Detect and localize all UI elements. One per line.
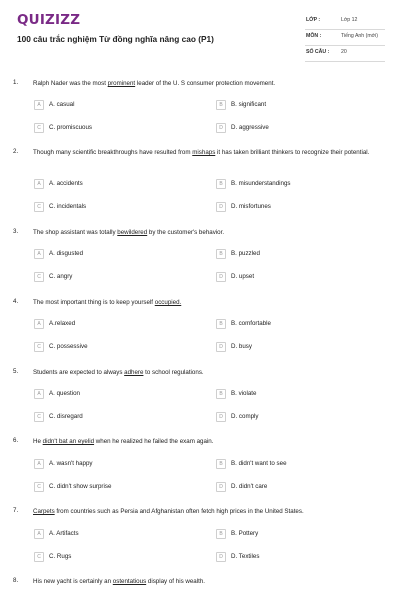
option-text: B. significant — [231, 101, 267, 108]
option-letter-box: D — [216, 552, 226, 562]
option-b[interactable] — [216, 458, 287, 469]
option-text: D. upset — [231, 273, 255, 280]
option-letter-box: A — [34, 319, 44, 329]
option-text: C. angry — [49, 273, 73, 280]
option-letter-box: A — [34, 389, 44, 399]
option-b[interactable] — [216, 528, 258, 539]
option-letter-box: A — [34, 100, 44, 110]
option-d[interactable] — [216, 481, 267, 492]
option-b[interactable] — [216, 388, 256, 399]
question-number: 3. — [13, 228, 19, 235]
question-number: 7. — [13, 507, 19, 514]
option-c[interactable] — [34, 341, 88, 352]
question-text-pre: His new yacht is certainly an — [33, 578, 113, 585]
option-letter-box: C — [34, 123, 44, 133]
worksheet-header — [0, 0, 400, 70]
option-text: D. comply — [231, 413, 259, 420]
option-letter-box: C — [34, 412, 44, 422]
option-letter-box: D — [216, 202, 226, 212]
option-text: D. didn't care — [231, 483, 268, 490]
option-letter-box: D — [216, 272, 226, 282]
question-text-post: by the customer's behavior. — [147, 229, 225, 236]
question-text — [33, 79, 388, 88]
option-d[interactable] — [216, 201, 271, 212]
option-letter-box: C — [34, 272, 44, 282]
question-number: 5. — [13, 368, 19, 375]
option-letter-box: B — [216, 100, 226, 110]
option-letter-box: C — [34, 552, 44, 562]
option-text: B. didn't want to see — [231, 460, 287, 467]
question-text-pre: The shop assistant was totally — [33, 229, 118, 236]
question-text — [33, 437, 388, 446]
option-d[interactable] — [216, 341, 252, 352]
option-text: B. violate — [231, 390, 257, 397]
option-text: D. aggressive — [231, 124, 269, 131]
option-d[interactable] — [216, 551, 259, 562]
question-keyword: didn't bat an eyelid — [42, 438, 95, 445]
question-keyword: occupied. — [154, 299, 182, 306]
meta-value: 20 — [341, 49, 347, 55]
question-text-post: it has taken brilliant thinkers to recognize their potential. — [215, 149, 370, 156]
question-text-post: leader of the U. S consumer protection movement. — [135, 80, 276, 87]
option-text: B. Pottery — [231, 530, 259, 537]
meta-label: SỐ CÂU : — [306, 49, 330, 55]
option-text: B. misunderstandings — [231, 180, 291, 187]
question-text — [33, 298, 388, 307]
option-text: C. disregard — [49, 413, 83, 420]
question-keyword: mishaps — [192, 149, 216, 156]
quizizz-logo[interactable]: QUIZIZZ — [17, 12, 81, 28]
option-text: C. didn't show surprise — [49, 483, 112, 490]
meta-label: MÔN : — [306, 33, 322, 39]
option-text: A. wasn't happy — [49, 460, 93, 467]
option-text: C. possessive — [49, 343, 88, 350]
option-text: D. busy — [231, 343, 252, 350]
option-a[interactable] — [34, 318, 75, 329]
question-text — [33, 507, 388, 516]
question-text-pre: Ralph Nader was the most — [33, 80, 108, 87]
option-letter-box: C — [34, 482, 44, 492]
question-text-post: when he realized he failed the exam again. — [94, 438, 214, 445]
option-letter-box: B — [216, 179, 226, 189]
option-text: D. misfortunes — [231, 203, 271, 210]
question-keyword: ostentatious — [112, 578, 147, 585]
question-number: 6. — [13, 437, 19, 444]
question-keyword: Carpets — [33, 508, 55, 515]
option-letter-box: D — [216, 342, 226, 352]
option-d[interactable] — [216, 122, 269, 133]
question-text — [33, 228, 388, 237]
option-letter-box: A — [34, 249, 44, 259]
option-a[interactable] — [34, 99, 74, 110]
meta-row-subject — [305, 30, 385, 46]
meta-table — [305, 14, 385, 62]
option-text: B. comfortable — [231, 320, 271, 327]
option-d[interactable] — [216, 411, 259, 422]
option-letter-box: D — [216, 412, 226, 422]
meta-value: Tiếng Anh (mới) — [341, 33, 378, 39]
option-text: A. question — [49, 390, 80, 397]
option-d[interactable] — [216, 271, 254, 282]
question-number: 2. — [13, 148, 19, 155]
question-text-pre: Though many scientific breakthroughs have resulted from — [33, 149, 193, 156]
option-text: A. accidents — [49, 180, 83, 187]
question-number: 4. — [13, 298, 19, 305]
question-text-pre: He — [33, 438, 43, 445]
question-number: 8. — [13, 577, 19, 584]
option-letter-box: C — [34, 202, 44, 212]
option-b[interactable] — [216, 248, 260, 259]
option-c[interactable] — [34, 551, 71, 562]
worksheet-title: 100 câu trắc nghiệm Từ đồng nghĩa nâng cao (P1) — [17, 34, 214, 44]
option-letter-box: C — [34, 342, 44, 352]
option-a[interactable] — [34, 528, 79, 539]
option-c[interactable] — [34, 411, 83, 422]
option-text: B. puzzled — [231, 250, 260, 257]
question-text — [33, 577, 388, 586]
option-letter-box: B — [216, 389, 226, 399]
question-keyword: bewildered — [117, 229, 148, 236]
option-b[interactable] — [216, 178, 291, 189]
option-letter-box: B — [216, 319, 226, 329]
question-keyword: adhere — [124, 369, 144, 376]
option-c[interactable] — [34, 122, 92, 133]
question-text-post: from countries such as Persia and Afghanistan often fetch high prices in the United States. — [54, 508, 304, 515]
question-text-post: to school regulations. — [143, 369, 204, 376]
option-c[interactable] — [34, 481, 111, 492]
option-b[interactable] — [216, 99, 266, 110]
option-text: A. casual — [49, 101, 75, 108]
option-letter-box: B — [216, 249, 226, 259]
option-a[interactable] — [34, 458, 93, 469]
option-letter-box: A — [34, 459, 44, 469]
meta-row-class — [305, 14, 385, 30]
option-text: A. Artifacts — [49, 530, 79, 537]
meta-label: LỚP : — [306, 17, 321, 23]
question-number: 1. — [13, 79, 19, 86]
option-b[interactable] — [216, 318, 271, 329]
option-a[interactable] — [34, 178, 83, 189]
option-letter-box: D — [216, 123, 226, 133]
option-letter-box: B — [216, 459, 226, 469]
option-letter-box: B — [216, 529, 226, 539]
option-a[interactable] — [34, 248, 83, 259]
option-text: C. promiscuous — [49, 124, 92, 131]
meta-row-count — [305, 46, 385, 62]
question-keyword: prominent — [107, 80, 136, 87]
question-text-post: display of his wealth. — [146, 578, 205, 585]
option-a[interactable] — [34, 388, 80, 399]
question-text-pre: The most important thing is to keep yourself — [33, 299, 155, 306]
option-text: C. incidentals — [49, 203, 87, 210]
question-text-pre: Students are expected to always — [33, 369, 125, 376]
option-text: A.relaxed — [49, 320, 76, 327]
meta-value: Lớp 12 — [341, 17, 358, 23]
option-letter-box: A — [34, 529, 44, 539]
option-c[interactable] — [34, 201, 86, 212]
question-text — [33, 368, 388, 377]
option-c[interactable] — [34, 271, 72, 282]
option-text: D. Textiles — [231, 553, 260, 560]
question-text — [33, 148, 388, 157]
option-letter-box: A — [34, 179, 44, 189]
option-text: C. Rugs — [49, 553, 72, 560]
option-letter-box: D — [216, 482, 226, 492]
option-text: A. disgusted — [49, 250, 84, 257]
